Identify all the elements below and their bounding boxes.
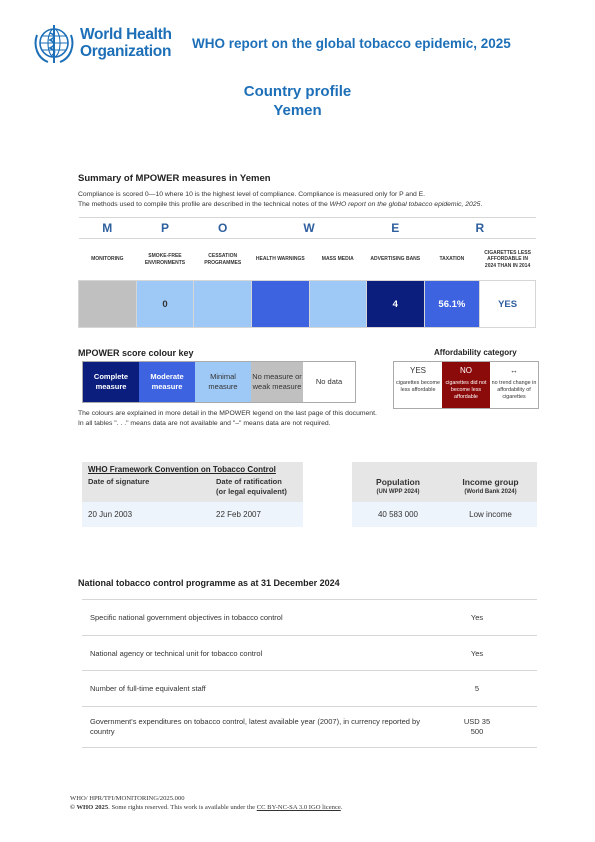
population-label-text: Population <box>376 477 420 487</box>
report-title: WHO report on the global tobacco epidemic, 2025 <box>192 36 511 51</box>
ntc-value: 5 <box>474 684 480 694</box>
who-emblem-icon <box>32 21 76 65</box>
population-header <box>352 462 537 502</box>
note2-italic: WHO report on the global tobacco epidemic, 2025 <box>329 201 481 208</box>
key-minimal: Minimal measure <box>195 362 251 402</box>
aff-arrow-icon: ↔ <box>510 365 518 375</box>
population-source: (UN WPP 2024) <box>376 489 420 495</box>
fctc-values <box>82 502 303 527</box>
col-label-smoke-free: SMOKE-FREE ENVIRONMENTS <box>136 239 194 281</box>
col-label-affordability: CIGARETTES LESS AFFORDABLE IN 2024 THAN IN 2014 <box>480 239 536 281</box>
mpower-letters-row <box>79 218 536 239</box>
fctc-ratification-label <box>216 477 287 496</box>
col-label-cessation: CESSATION PROGRAMMES <box>194 239 252 281</box>
letter-p: P <box>136 218 194 239</box>
fctc-signature-label: Date of signature <box>88 477 150 486</box>
who-logo <box>32 20 182 66</box>
profile-title: Country profile <box>243 83 352 100</box>
col-label-taxation: TAXATION <box>424 239 480 281</box>
col-label-monitoring: MONITORING <box>79 239 137 281</box>
income-source: (World Bank 2024) <box>464 489 517 495</box>
value-monitoring <box>79 281 137 328</box>
population-panel <box>352 462 537 527</box>
ntc-value: USD 35 500 <box>463 716 491 736</box>
population-value: 40 583 000 <box>377 510 419 519</box>
document-code: WHO/ HPR/TFI/MONITORING/2025.000 <box>70 795 185 802</box>
profile-heading <box>0 82 595 120</box>
colour-key <box>82 361 356 403</box>
copyright-bold: © WHO 2025 <box>70 804 109 811</box>
licence-link[interactable]: CC BY-NC-SA 3.0 IGO licence <box>256 804 341 811</box>
colour-key-title: MPOWER score colour key <box>78 348 194 358</box>
letter-e: E <box>366 218 424 239</box>
col-label-mass-media: MASS MEDIA <box>309 239 366 281</box>
value-cessation <box>194 281 252 328</box>
value-mass-media <box>309 281 366 328</box>
value-smoke-free: 0 <box>136 281 194 328</box>
copyright <box>70 803 342 812</box>
aff-no-desc: cigarettes did not become less affordable <box>445 380 487 400</box>
ntc-value: Yes <box>470 613 484 622</box>
col-label-advertising: ADVERTISING BANS <box>366 239 424 281</box>
ntc-row <box>82 635 537 671</box>
key-no-data: No data <box>303 362 355 402</box>
colour-note-1: The colours are explained in more detail in the MPOWER legend on the last page of this document. <box>78 410 377 417</box>
ntc-row <box>82 599 537 635</box>
aff-yes-desc: cigarettes become less affordable <box>395 380 441 393</box>
col-label-health-warnings: HEALTH WARNINGS <box>252 239 310 281</box>
ratification-label-1: Date of ratification <box>216 477 282 486</box>
letter-o: O <box>194 218 252 239</box>
mpower-table <box>78 217 536 328</box>
income-label-text: Income group <box>462 477 519 487</box>
affordability-key <box>393 361 539 409</box>
summary-note-1: Compliance is scored 0—10 where 10 is the highest level of compliance. Compliance is measured only for P and E. <box>78 191 426 198</box>
ntc-label: Number of full-time equivalent staff <box>90 684 206 694</box>
summary-title: Summary of MPOWER measures in Yemen <box>78 173 271 184</box>
signature-date: 20 Jun 2003 <box>88 510 133 519</box>
ratification-label-2: (or legal equivalent) <box>216 486 287 496</box>
ratification-date: 22 Feb 2007 <box>216 510 261 519</box>
income-label <box>444 477 537 497</box>
colour-note-2: In all tables ". . ." means data are not available and "–" means data are not required. <box>78 420 331 427</box>
aff-no-change <box>490 362 538 408</box>
fctc-panel <box>82 462 303 527</box>
fctc-header <box>82 462 303 502</box>
aff-no-change-desc: no trend change in affordability of cigarettes <box>491 380 537 400</box>
note2-suffix: . <box>480 201 483 208</box>
value-health-warnings <box>252 281 310 328</box>
aff-yes <box>394 362 442 408</box>
ntc-value: Yes <box>470 648 484 658</box>
country-name: Yemen <box>273 102 322 119</box>
letter-m: M <box>79 218 137 239</box>
summary-note-2 <box>78 200 482 209</box>
key-no-measure: No measure or weak measure <box>251 362 303 402</box>
logo-line-2: Organization <box>80 43 172 60</box>
national-programme-title: National tobacco control programme as at 31 December 2024 <box>78 578 340 588</box>
who-wordmark <box>80 26 172 60</box>
population-label <box>352 477 444 497</box>
affordability-title: Affordability category <box>434 348 517 357</box>
national-programme-table <box>82 599 537 748</box>
income-value: Low income <box>469 510 512 519</box>
letter-w: W <box>252 218 367 239</box>
logo-line-1: World Health <box>80 26 172 43</box>
mpower-values-row <box>79 281 536 328</box>
value-taxation: 56.1% <box>424 281 480 328</box>
ntc-label: Government's expenditures on tobacco control, latest available year (2007), in currency reported by country <box>90 716 420 736</box>
footer <box>70 794 342 812</box>
ntc-label: Specific national government objectives in tobacco control <box>90 613 283 622</box>
ntc-label: National agency or technical unit for tobacco control <box>90 648 263 658</box>
letter-r: R <box>424 218 535 239</box>
aff-no <box>442 362 490 408</box>
population-values <box>352 502 537 527</box>
aff-no-head: NO <box>460 365 472 375</box>
ntc-row <box>82 706 537 748</box>
mpower-labels-row <box>79 239 536 281</box>
ntc-row <box>82 670 537 706</box>
value-advertising: 4 <box>366 281 424 328</box>
aff-yes-head: YES <box>409 365 426 375</box>
key-complete: Complete measure <box>83 362 139 402</box>
key-moderate: Moderate measure <box>139 362 195 402</box>
value-affordability: YES <box>480 281 536 328</box>
fctc-title: WHO Framework Convention on Tobacco Control <box>88 465 276 474</box>
copyright-text: . Some rights reserved. This work is available under the <box>108 804 257 811</box>
copyright-end: . <box>340 804 343 811</box>
note2-prefix: The methods used to compile this profile are described in the technical notes of the <box>78 201 330 208</box>
